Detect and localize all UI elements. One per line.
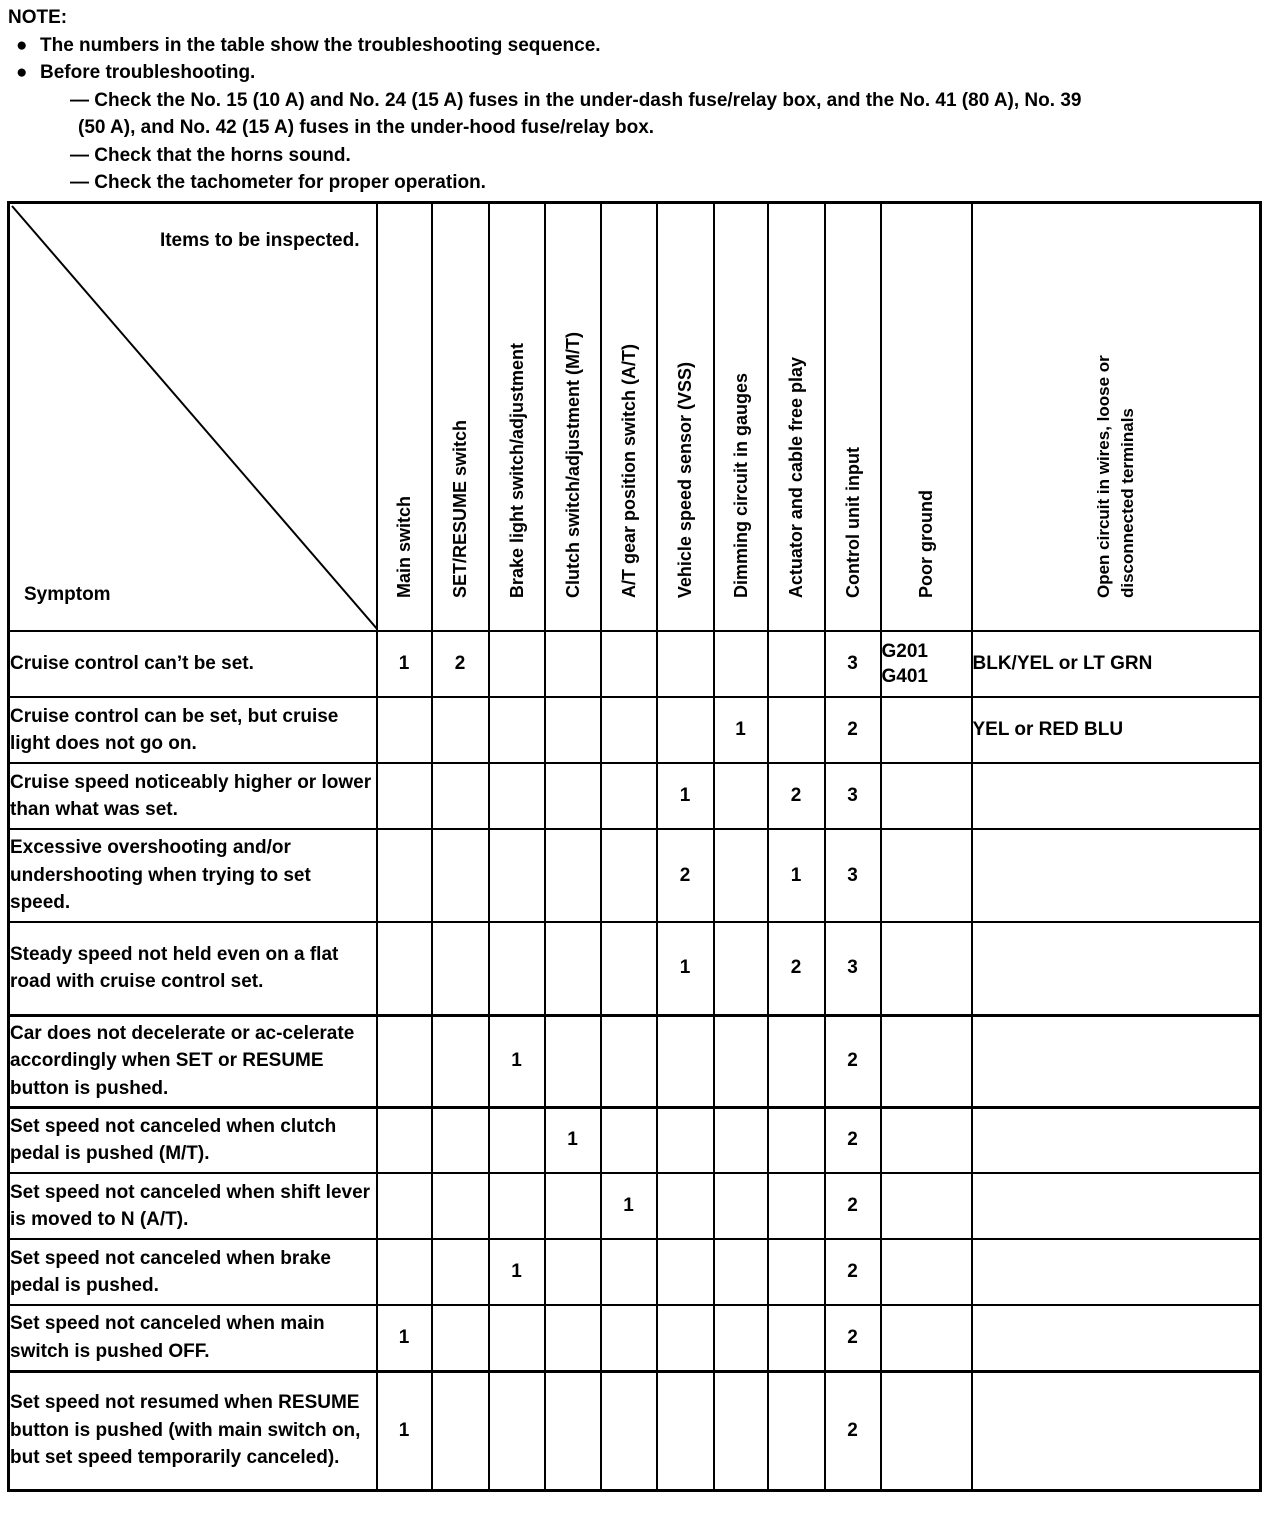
sequence-cell: [545, 1015, 601, 1107]
symptom-cell: Set speed not canceled when clutch pedal is pushed (M/T).: [9, 1107, 377, 1173]
sequence-cell: [489, 697, 545, 763]
sequence-cell: [601, 1305, 657, 1371]
note-bullet-1-text: The numbers in the table show the troubleshooting sequence.: [40, 34, 601, 56]
sequence-cell: 2: [768, 922, 825, 1015]
sequence-cell: [601, 631, 657, 697]
corner-header: [9, 203, 377, 632]
table-row: [9, 1239, 1261, 1305]
note-block: [8, 4, 1081, 197]
sequence-cell: [657, 1239, 714, 1305]
sequence-cell: [657, 1173, 714, 1239]
sequence-cell: [714, 1371, 768, 1490]
symptom-cell: Set speed not canceled when main switch is pushed OFF.: [9, 1305, 377, 1371]
symptom-cell: Set speed not canceled when brake pedal is pushed.: [9, 1239, 377, 1305]
column-header: [601, 203, 657, 632]
sequence-cell: [489, 829, 545, 922]
sequence-cell: [432, 1107, 489, 1173]
sequence-cell: [657, 1371, 714, 1490]
sequence-cell: [768, 1015, 825, 1107]
wire-colors-cell: [972, 763, 1261, 829]
dash-icon: —: [70, 144, 89, 166]
sequence-cell: [432, 1015, 489, 1107]
sequence-cell: [432, 1239, 489, 1305]
note-check-3-text: Check the tachometer for proper operation.: [94, 172, 486, 193]
corner-symptom-label: Symptom: [24, 584, 111, 605]
column-header-label: Actuator and cable free play: [786, 356, 806, 598]
ground-point: G201: [881, 641, 928, 662]
sequence-cell: 3: [825, 829, 881, 922]
symptom-cell: Steady speed not held even on a flat road with cruise control set.: [9, 922, 377, 1015]
sequence-cell: [714, 1239, 768, 1305]
sequence-cell: [432, 1173, 489, 1239]
column-header-label: SET/RESUME switch: [450, 419, 470, 598]
symptom-cell: Set speed not resumed when RESUME button is pushed (with main switch on, but set speed temporarily canceled).: [9, 1371, 377, 1490]
note-check-2-text: Check that the horns sound.: [94, 144, 351, 166]
sequence-cell: [714, 1173, 768, 1239]
sequence-cell: [377, 763, 432, 829]
table-row: [9, 763, 1261, 829]
corner-items-label: Items to be inspected.: [159, 230, 360, 251]
sequence-cell: [657, 697, 714, 763]
sequence-cell: [714, 1305, 768, 1371]
sequence-cell: [432, 697, 489, 763]
sequence-cell: 3: [825, 763, 881, 829]
sequence-cell: [545, 829, 601, 922]
column-header: [825, 203, 881, 632]
sequence-cell: [545, 763, 601, 829]
poor-ground-cell: [881, 1107, 972, 1173]
sequence-cell: [601, 1371, 657, 1490]
sequence-cell: [432, 829, 489, 922]
sequence-cell: 2: [825, 1015, 881, 1107]
note-check-3: [8, 169, 1081, 197]
wire-colors-cell: BLK/YEL or LT GRN: [972, 631, 1261, 697]
sequence-cell: [377, 829, 432, 922]
sequence-cell: [768, 1239, 825, 1305]
sequence-cell: 2: [825, 1371, 881, 1490]
wire-colors-cell: [972, 1015, 1261, 1107]
sequence-cell: [657, 631, 714, 697]
poor-ground-cell: [881, 1371, 972, 1490]
sequence-cell: 1: [657, 763, 714, 829]
sequence-cell: [377, 922, 432, 1015]
sequence-cell: [768, 697, 825, 763]
wire-colors-cell: YEL or RED BLU: [972, 697, 1261, 763]
sequence-cell: [489, 631, 545, 697]
sequence-cell: [714, 922, 768, 1015]
wire-colors-cell: [972, 1107, 1261, 1173]
sequence-cell: 2: [768, 763, 825, 829]
symptom-cell: Cruise control can’t be set.: [9, 631, 377, 697]
column-header-label: Dimming circuit in gauges: [730, 372, 751, 598]
sequence-cell: 2: [825, 1239, 881, 1305]
table-row: [9, 1305, 1261, 1371]
column-header-label: Clutch switch/adjustment (M/T): [562, 331, 583, 598]
note-bullet-1: [8, 32, 1081, 60]
sequence-cell: 1: [601, 1173, 657, 1239]
column-header-label: Brake light switch/adjustment: [506, 342, 527, 598]
poor-ground-cell: [881, 697, 972, 763]
ground-point: G401: [881, 666, 928, 687]
table-row: [9, 697, 1261, 763]
sequence-cell: [377, 1015, 432, 1107]
note-bullet-2-text: Before troubleshooting.: [40, 62, 256, 83]
symptom-cell: Set speed not canceled when shift lever is moved to N (A/T).: [9, 1173, 377, 1239]
column-header: [489, 203, 545, 632]
sequence-cell: 1: [377, 631, 432, 697]
wire-colors-cell: [972, 829, 1261, 922]
table-row: [9, 1015, 1261, 1107]
sequence-cell: [489, 1173, 545, 1239]
sequence-cell: [489, 1107, 545, 1173]
poor-ground-cell: [881, 763, 972, 829]
note-check-1-continuation: (50 A), and No. 42 (15 A) fuses in the under-hood fuse/relay box.: [78, 117, 655, 138]
table-row: [9, 829, 1261, 922]
sequence-cell: 1: [489, 1015, 545, 1107]
note-bullet-2: [8, 59, 1081, 87]
sequence-cell: 2: [825, 1173, 881, 1239]
dash-icon: —: [70, 172, 89, 193]
sequence-cell: 3: [825, 631, 881, 697]
sequence-cell: [545, 1239, 601, 1305]
sequence-cell: [601, 1239, 657, 1305]
table-row: [9, 1371, 1261, 1490]
sequence-cell: 2: [657, 829, 714, 922]
symptom-cell: Cruise control can be set, but cruise light does not go on.: [9, 697, 377, 763]
column-header: [377, 203, 432, 632]
sequence-cell: 1: [377, 1305, 432, 1371]
sequence-cell: 1: [377, 1371, 432, 1490]
sequence-cell: 1: [714, 697, 768, 763]
sequence-cell: [768, 1305, 825, 1371]
table-body: [9, 631, 1261, 1490]
sequence-cell: [489, 763, 545, 829]
sequence-cell: 3: [825, 922, 881, 1015]
column-header-label: Control unit input: [842, 447, 863, 598]
sequence-cell: [768, 1371, 825, 1490]
sequence-cell: [768, 1107, 825, 1173]
column-header: [657, 203, 714, 632]
sequence-cell: 2: [825, 697, 881, 763]
symptom-cell: Excessive overshooting and/or undershooting when trying to set speed.: [9, 829, 377, 922]
sequence-cell: [768, 631, 825, 697]
sequence-cell: [545, 1305, 601, 1371]
dash-icon: —: [70, 89, 89, 111]
column-header-label: A/T gear position switch (A/T): [618, 343, 639, 598]
sequence-cell: [545, 922, 601, 1015]
sequence-cell: [714, 1107, 768, 1173]
column-header-label: Poor ground: [916, 490, 936, 598]
sequence-cell: [714, 763, 768, 829]
wire-colors-cell: [972, 1371, 1261, 1490]
sequence-cell: [489, 1305, 545, 1371]
sequence-cell: 2: [825, 1305, 881, 1371]
sequence-cell: [714, 631, 768, 697]
sequence-cell: [601, 697, 657, 763]
note-check-2: [8, 142, 1081, 170]
sequence-cell: [768, 1173, 825, 1239]
sequence-cell: [657, 1107, 714, 1173]
table-row: [9, 1173, 1261, 1239]
poor-ground-cell: [881, 1173, 972, 1239]
sequence-cell: [545, 1371, 601, 1490]
wire-colors-cell: [972, 1305, 1261, 1371]
corner-diagonal: [10, 204, 378, 630]
sequence-cell: [601, 922, 657, 1015]
sequence-cell: [714, 1015, 768, 1107]
bullet-icon: ●: [16, 62, 28, 83]
table-row: [9, 631, 1261, 697]
sequence-cell: [601, 829, 657, 922]
bullet-icon: ●: [16, 34, 28, 56]
column-header: [768, 203, 825, 632]
sequence-cell: 2: [432, 631, 489, 697]
sequence-cell: [545, 1173, 601, 1239]
column-header-label: Open circuit in wires, loose or disconnected terminals: [1093, 355, 1137, 598]
wire-colors-cell: [972, 1239, 1261, 1305]
column-header-label: Vehicle speed sensor (VSS): [675, 361, 695, 598]
column-header: [714, 203, 768, 632]
note-heading: NOTE:: [8, 7, 68, 28]
wire-colors-cell: [972, 922, 1261, 1015]
sequence-cell: [489, 1371, 545, 1490]
sequence-cell: 1: [545, 1107, 601, 1173]
column-header: [432, 203, 489, 632]
sequence-cell: [489, 922, 545, 1015]
poor-ground-cell: [881, 1239, 972, 1305]
sequence-cell: [601, 1015, 657, 1107]
poor-ground-cell: [881, 922, 972, 1015]
troubleshooting-table: [7, 201, 1262, 1492]
symptom-cell: Cruise speed noticeably higher or lower than what was set.: [9, 763, 377, 829]
sequence-cell: [432, 1371, 489, 1490]
poor-ground-cell: [881, 829, 972, 922]
sequence-cell: [601, 763, 657, 829]
sequence-cell: [377, 1107, 432, 1173]
sequence-cell: 1: [657, 922, 714, 1015]
note-check-1: [8, 87, 1081, 115]
table-row: [9, 1107, 1261, 1173]
sequence-cell: [377, 1239, 432, 1305]
sequence-cell: 1: [768, 829, 825, 922]
sequence-cell: [377, 697, 432, 763]
sequence-cell: 2: [825, 1107, 881, 1173]
sequence-cell: [545, 631, 601, 697]
note-check-1-text: Check the No. 15 (10 A) and No. 24 (15 A) fuses in the under-dash fuse/relay box, and the No. 41 (80 A), No. 39: [94, 89, 1082, 111]
sequence-cell: [657, 1015, 714, 1107]
poor-ground-cell: [881, 1015, 972, 1107]
sequence-cell: [377, 1173, 432, 1239]
column-header: [972, 203, 1261, 632]
sequence-cell: [432, 763, 489, 829]
table-row: [9, 922, 1261, 1015]
sequence-cell: 1: [489, 1239, 545, 1305]
column-header: [881, 203, 972, 632]
sequence-cell: [601, 1107, 657, 1173]
sequence-cell: [714, 829, 768, 922]
sequence-cell: [657, 1305, 714, 1371]
symptom-cell: Car does not decelerate or ac-celerate accordingly when SET or RESUME button is pushed.: [9, 1015, 377, 1107]
header-row: [9, 203, 1261, 632]
wire-colors-cell: [972, 1173, 1261, 1239]
sequence-cell: [545, 697, 601, 763]
sequence-cell: [432, 922, 489, 1015]
poor-ground-cell: [881, 1305, 972, 1371]
column-header: [545, 203, 601, 632]
column-header-label: Main switch: [394, 495, 414, 598]
poor-ground-cell: [881, 631, 972, 697]
sequence-cell: [432, 1305, 489, 1371]
